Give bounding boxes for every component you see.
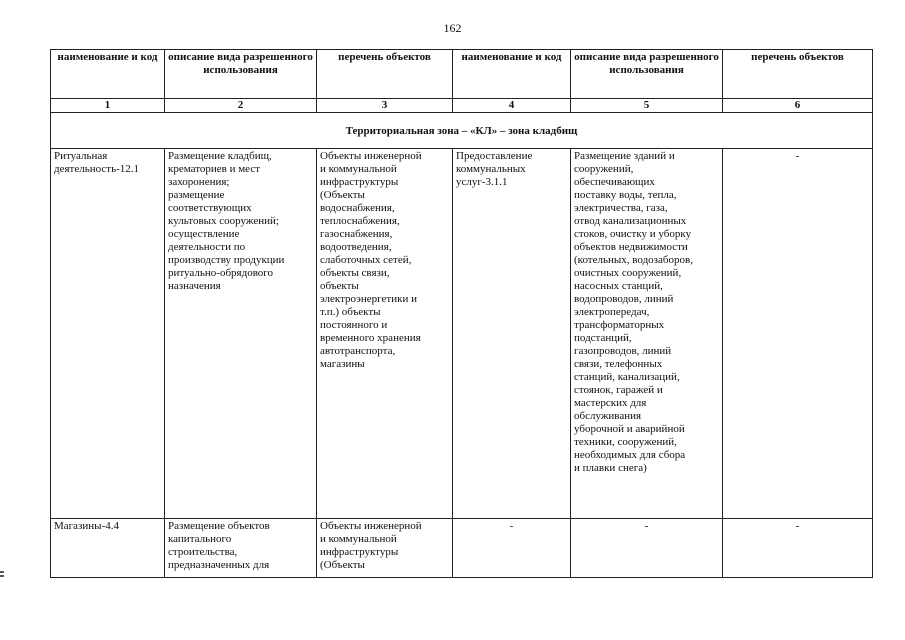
table-row: [51, 149, 873, 519]
header-objects-1: перечень объектов: [317, 50, 453, 99]
column-number: 1: [51, 99, 165, 113]
table-row: [51, 519, 873, 578]
column-number: 3: [317, 99, 453, 113]
column-number: 5: [571, 99, 723, 113]
column-number: 2: [165, 99, 317, 113]
zone-title: Территориальная зона – «КЛ» – зона кладбищ: [345, 124, 578, 137]
cell-objects: Объекты инженерной и коммунальной инфраструктуры (Объекты водоснабжения, теплоснабжения, газоснабжения, водоотведения, слаботочных сетей, объекты связи, объекты электроэнергетики и т.п.) объекты постоянного и временного хранения автотранспорта, магазины: [317, 149, 453, 519]
zone-title-row: [51, 113, 873, 149]
header-description-1: описание вида разрешенного использования: [165, 50, 317, 99]
cell-aux-objects: -: [723, 519, 873, 578]
header-name-code-2: наименование и код: [453, 50, 571, 99]
cell-aux-description: -: [571, 519, 723, 578]
cell-description: Размещение кладбищ, крематориев и мест захоронения; размещение соответствующих культовых сооружений; осуществление деятельности по производству продукции ритуально-обрядового назначения: [165, 149, 317, 519]
cell-description: Размещение объектов капитального строительства, предназначенных для: [165, 519, 317, 578]
column-number: 4: [453, 99, 571, 113]
cell-objects: Объекты инженерной и коммунальной инфраструктуры (Объекты: [317, 519, 453, 578]
zoning-table: [50, 49, 873, 578]
column-number-row: [51, 99, 873, 113]
cell-aux-description: Размещение зданий и сооружений, обеспечивающих поставку воды, тепла, электричества, газа, отвод канализационных стоков, очистку и уборку объектов недвижимости (котельных, водозаборов, очистных сооружений, насосных станций, водопроводов, линий электропередач, трансформаторных подстанций, газопроводов, линий связи, телефонных станций, канализаций, стоянок, гаражей и мастерских для обслуживания уборочной и аварийной техники, сооружений, необходимых для сбора и плавки снега): [571, 149, 723, 519]
cell-aux-objects: -: [723, 149, 873, 519]
scan-edge-mark: [0, 571, 4, 573]
header-name-code-1: наименование и код: [51, 50, 165, 99]
page-number: 162: [443, 21, 462, 35]
table-header-row: [51, 50, 873, 99]
scan-edge-mark: [0, 575, 4, 577]
header-description-2: описание вида разрешенного использования: [571, 50, 723, 99]
zone-title-cell: [51, 113, 873, 149]
column-number: 6: [723, 99, 873, 113]
cell-name-code: Ритуальная деятельность-12.1: [51, 149, 165, 519]
cell-name-code: Магазины-4.4: [51, 519, 165, 578]
header-objects-2: перечень объектов: [723, 50, 873, 99]
cell-aux-name-code: Предоставление коммунальных услуг-3.1.1: [453, 149, 571, 519]
cell-aux-name-code: -: [453, 519, 571, 578]
